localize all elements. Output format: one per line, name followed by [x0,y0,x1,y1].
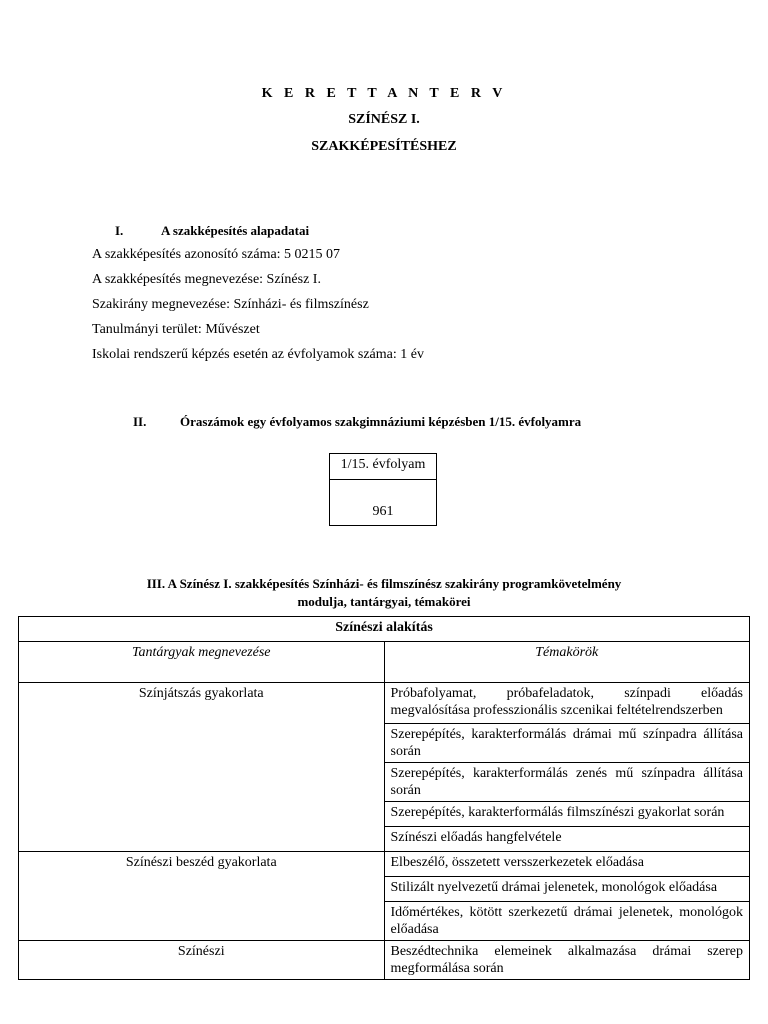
table-module-row [19,617,750,642]
table-row [19,683,750,724]
subject-column-header: Tantárgyak megnevezése [19,642,385,683]
section-1-number: I. [115,223,124,238]
section-1-line: Iskolai rendszerű képzés esetén az évfolyamok száma: 1 év [92,347,424,362]
table-row [19,852,750,877]
subject-cell: Színjátszás gyakorlata [19,683,385,852]
curriculum-table [18,616,750,980]
hours-box-header: 1/15. évfolyam [330,454,436,480]
module-name: Színészi alakítás [19,617,750,642]
doc-title: K E R E T T A N T E R V [261,86,507,101]
topic-cell: Stilizált nyelvezetű drámai jelenetek, monológok előadása [384,877,750,902]
doc-subtitle-2: SZAKKÉPESÍTÉSHEZ [311,139,457,154]
subject-cell: Színészi beszéd gyakorlata [19,852,385,941]
topic-cell: Szerepépítés, karakterformálás zenés mű színpadra állítása során [384,763,750,802]
section-1-line: A szakképesítés azonosító száma: 5 0215 07 [92,247,341,262]
topic-cell: Szerepépítés, karakterformálás drámai mű színpadra állítása során [384,724,750,763]
section-3-title: III. A Színész I. szakképesítés Színházi- és filmszínész szakirány programkövetelmény [146,576,622,591]
table-row [19,941,750,980]
subject-cell: Színészi [19,941,385,980]
topic-cell: Szerepépítés, karakterformálás filmszínészi gyakorlat során [384,802,750,827]
hours-box-value: 961 [372,504,394,519]
hours-box [329,453,437,526]
section-2-title: Óraszámok egy évfolyamos szakgimnáziumi képzésben 1/15. évfolyamra [180,414,582,429]
topics-column-header: Témakörök [384,642,750,683]
topic-cell: Próbafolyamat, próbafeladatok, színpadi előadás megvalósítása professzionális szcenikai feltételrendszerben [384,683,750,724]
section-1-title: A szakképesítés alapadatai [161,223,310,238]
topic-cell: Időmértékes, kötött szerkezetű drámai jelenetek, monológok előadása [384,902,750,941]
topic-cell: Elbeszélő, összetett versszerkezetek előadása [384,852,750,877]
topic-cell: Színészi előadás hangfelvétele [384,827,750,852]
section-3-title-2: modulja, tantárgyai, témakörei [297,594,471,609]
doc-subtitle: SZÍNÉSZ I. [348,112,420,127]
section-1-line: A szakképesítés megnevezése: Színész I. [92,272,321,287]
table-header-row [19,642,750,683]
section-1-line: Tanulmányi terület: Művészet [92,322,260,337]
section-2-number: II. [133,414,147,429]
section-1-line: Szakirány megnevezése: Színházi- és filmszínész [92,297,369,312]
topic-cell: Beszédtechnika elemeinek alkalmazása drámai szerep megformálása során [384,941,750,980]
